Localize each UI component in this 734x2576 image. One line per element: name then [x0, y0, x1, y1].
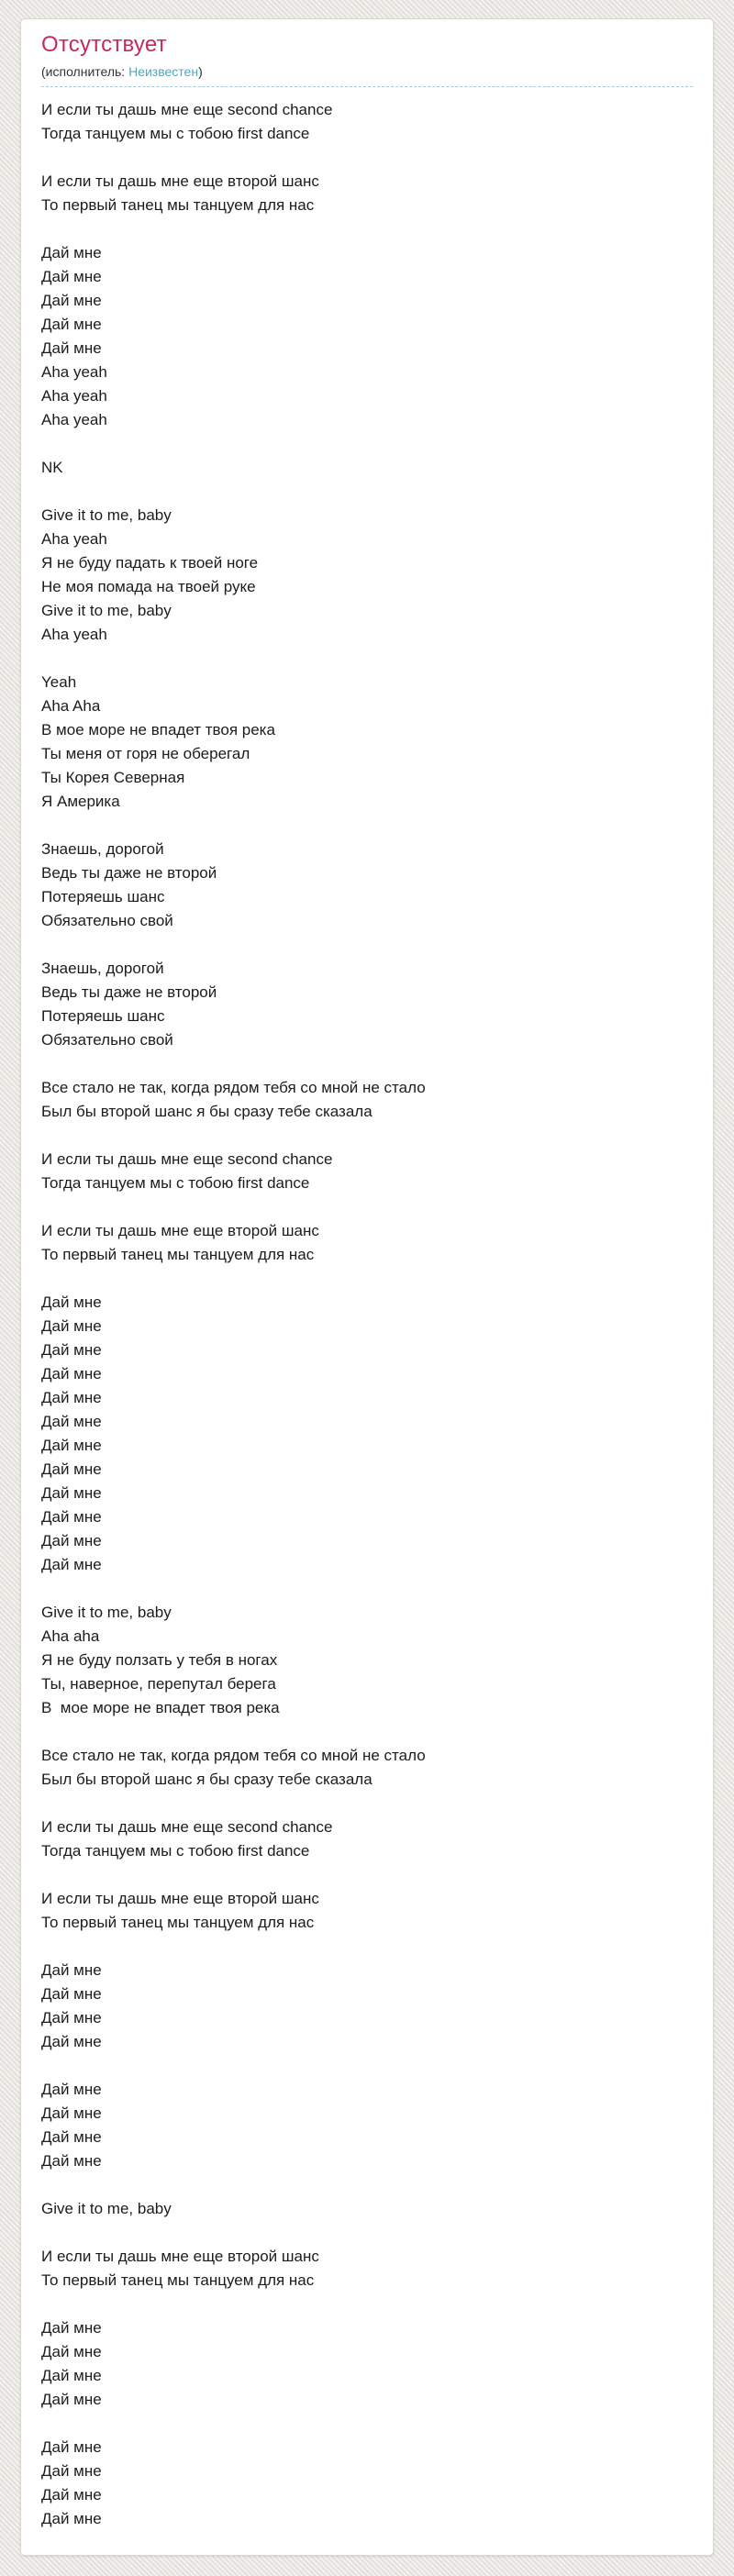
lyrics-stanza	[41, 2436, 693, 2531]
lyric-line: Aha yeah	[41, 363, 107, 381]
lyrics-stanza	[41, 671, 693, 814]
lyrics-stanza	[41, 2245, 693, 2293]
lyric-line: Дай мне	[41, 339, 102, 357]
lyric-line: Тогда танцуем мы с тобою first dance	[41, 1174, 310, 1192]
lyric-line: Дай мне	[41, 1365, 102, 1382]
lyric-line: Я не буду ползать у тебя в ногах	[41, 1651, 278, 1669]
lyric-line: Был бы второй шанс я бы сразу тебе сказала	[41, 1103, 373, 1120]
lyric-line: Дай мне	[41, 316, 102, 333]
lyric-line: Обязательно свой	[41, 912, 173, 929]
lyric-line: Ты меня от горя не оберегал	[41, 745, 250, 762]
lyrics	[41, 98, 693, 2531]
lyric-line: Был бы второй шанс я бы сразу тебе сказала	[41, 1771, 373, 1788]
lyric-line: То первый танец мы танцуем для нас	[41, 196, 315, 214]
lyric-line: Знаешь, дорогой	[41, 840, 164, 858]
page-title: Отсутствует	[41, 32, 167, 57]
lyric-line: Дай мне	[41, 2319, 102, 2337]
lyric-line: Потеряешь шанс	[41, 888, 165, 905]
lyric-line: Дай мне	[41, 2367, 102, 2384]
lyrics-stanza	[41, 1744, 693, 1792]
lyrics-stanza	[41, 1148, 693, 1195]
lyric-line: Дай мне	[41, 1413, 102, 1430]
lyric-line: Дай мне	[41, 268, 102, 285]
lyric-line: Не моя помада на твоей руке	[41, 578, 256, 595]
lyrics-stanza	[41, 1887, 693, 1935]
lyric-line: Дай мне	[41, 1317, 102, 1335]
lyric-line: Aha yeah	[41, 530, 107, 548]
lyrics-stanza	[41, 1076, 693, 1124]
lyric-line: Потеряешь шанс	[41, 1007, 165, 1025]
lyric-line: Aha yeah	[41, 626, 107, 643]
lyric-line: Дай мне	[41, 2343, 102, 2360]
lyric-line: Дай мне	[41, 1532, 102, 1549]
lyric-line: Give it to me, baby	[41, 602, 172, 619]
lyric-line: То первый танец мы танцуем для нас	[41, 2271, 315, 2289]
lyrics-stanza	[41, 504, 693, 647]
card-content	[21, 19, 713, 2553]
lyric-line: Я не буду падать к твоей ноге	[41, 554, 259, 572]
lyrics-card	[20, 18, 714, 2556]
lyric-line: Дай мне	[41, 2438, 102, 2456]
lyric-line: Дай мне	[41, 2510, 102, 2527]
lyrics-stanza	[41, 957, 693, 1052]
lyrics-stanza	[41, 1601, 693, 1720]
lyric-line: Дай мне	[41, 2462, 102, 2480]
lyric-line: Дай мне	[41, 1437, 102, 1454]
lyric-line: И если ты дашь мне еще second chance	[41, 101, 333, 118]
lyric-line: В мое море не впадет твоя река	[41, 1699, 280, 1716]
lyric-line: Дай мне	[41, 1389, 102, 1406]
lyric-line: Дай мне	[41, 1985, 102, 2003]
lyric-line: Ты Корея Северная	[41, 769, 185, 786]
lyric-line: И если ты дашь мне еще второй шанс	[41, 1890, 319, 1907]
lyrics-stanza	[41, 1219, 693, 1267]
lyric-line: NK	[41, 459, 63, 476]
lyric-line: Дай мне	[41, 1484, 102, 1502]
lyric-line: Дай мне	[41, 2033, 102, 2050]
artist-line	[41, 64, 693, 87]
lyric-line: Дай мне	[41, 2081, 102, 2098]
lyrics-stanza	[41, 170, 693, 217]
lyric-line: И если ты дашь мне еще второй шанс	[41, 1222, 319, 1239]
lyric-line: Дай мне	[41, 2009, 102, 2026]
lyric-line: В мое море не впадет твоя река	[41, 721, 275, 738]
lyric-line: Дай мне	[41, 1341, 102, 1359]
lyric-line: То первый танец мы танцуем для нас	[41, 1914, 315, 1931]
lyric-line: Дай мне	[41, 2152, 102, 2170]
lyric-line: Дай мне	[41, 292, 102, 309]
lyric-line: Ведь ты даже не второй	[41, 983, 217, 1001]
lyrics-stanza	[41, 241, 693, 432]
lyric-line: Все стало не так, когда рядом тебя со мной не стало	[41, 1079, 426, 1096]
lyric-line: И если ты дашь мне еще second chance	[41, 1150, 333, 1168]
lyric-line: Дай мне	[41, 2486, 102, 2504]
lyrics-stanza	[41, 2316, 693, 2412]
lyric-line: Aha yeah	[41, 411, 107, 428]
lyric-line: Give it to me, baby	[41, 2200, 172, 2217]
lyric-line: Все стало не так, когда рядом тебя со мной не стало	[41, 1747, 426, 1764]
lyrics-stanza	[41, 2078, 693, 2173]
lyric-line: Дай мне	[41, 2391, 102, 2408]
lyric-line: Тогда танцуем мы с тобою first dance	[41, 125, 310, 142]
lyrics-stanza	[41, 838, 693, 933]
lyrics-stanza	[41, 1959, 693, 2054]
lyric-line: То первый танец мы танцуем для нас	[41, 1246, 315, 1263]
lyric-line: Ты, наверное, перепутал берега	[41, 1675, 276, 1693]
lyric-line: Ведь ты даже не второй	[41, 864, 217, 882]
lyric-line: Дай мне	[41, 2128, 102, 2146]
lyric-line: Дай мне	[41, 1508, 102, 1526]
lyric-line: Дай мне	[41, 1961, 102, 1979]
artist-suffix: )	[198, 64, 203, 79]
lyric-line: Тогда танцуем мы с тобою first dance	[41, 1842, 310, 1860]
lyric-line: Дай мне	[41, 1460, 102, 1478]
lyric-line: Give it to me, baby	[41, 506, 172, 524]
artist-label: (исполнитель:	[41, 64, 126, 79]
lyric-line: И если ты дашь мне еще второй шанс	[41, 2248, 319, 2265]
artist-link[interactable]: Неизвестен	[128, 64, 199, 79]
lyrics-stanza	[41, 2197, 693, 2221]
lyric-line: Знаешь, дорогой	[41, 960, 164, 977]
lyric-line: И если ты дашь мне еще второй шанс	[41, 172, 319, 190]
lyric-line: Aha Aha	[41, 697, 101, 715]
lyric-line: Я Америка	[41, 793, 120, 810]
lyric-line: Yeah	[41, 673, 77, 691]
lyrics-stanza	[41, 1291, 693, 1577]
lyric-line: И если ты дашь мне еще second chance	[41, 1818, 333, 1836]
lyric-line: Aha aha	[41, 1627, 100, 1645]
lyric-line: Aha yeah	[41, 387, 107, 405]
lyric-line: Дай мне	[41, 1294, 102, 1311]
lyric-line: Дай мне	[41, 244, 102, 261]
lyrics-stanza	[41, 98, 693, 146]
lyric-line: Дай мне	[41, 1556, 102, 1573]
lyrics-stanza	[41, 1815, 693, 1863]
lyric-line: Give it to me, baby	[41, 1604, 172, 1621]
lyric-line: Дай мне	[41, 2104, 102, 2122]
lyrics-stanza	[41, 456, 693, 480]
lyric-line: Обязательно свой	[41, 1031, 173, 1049]
